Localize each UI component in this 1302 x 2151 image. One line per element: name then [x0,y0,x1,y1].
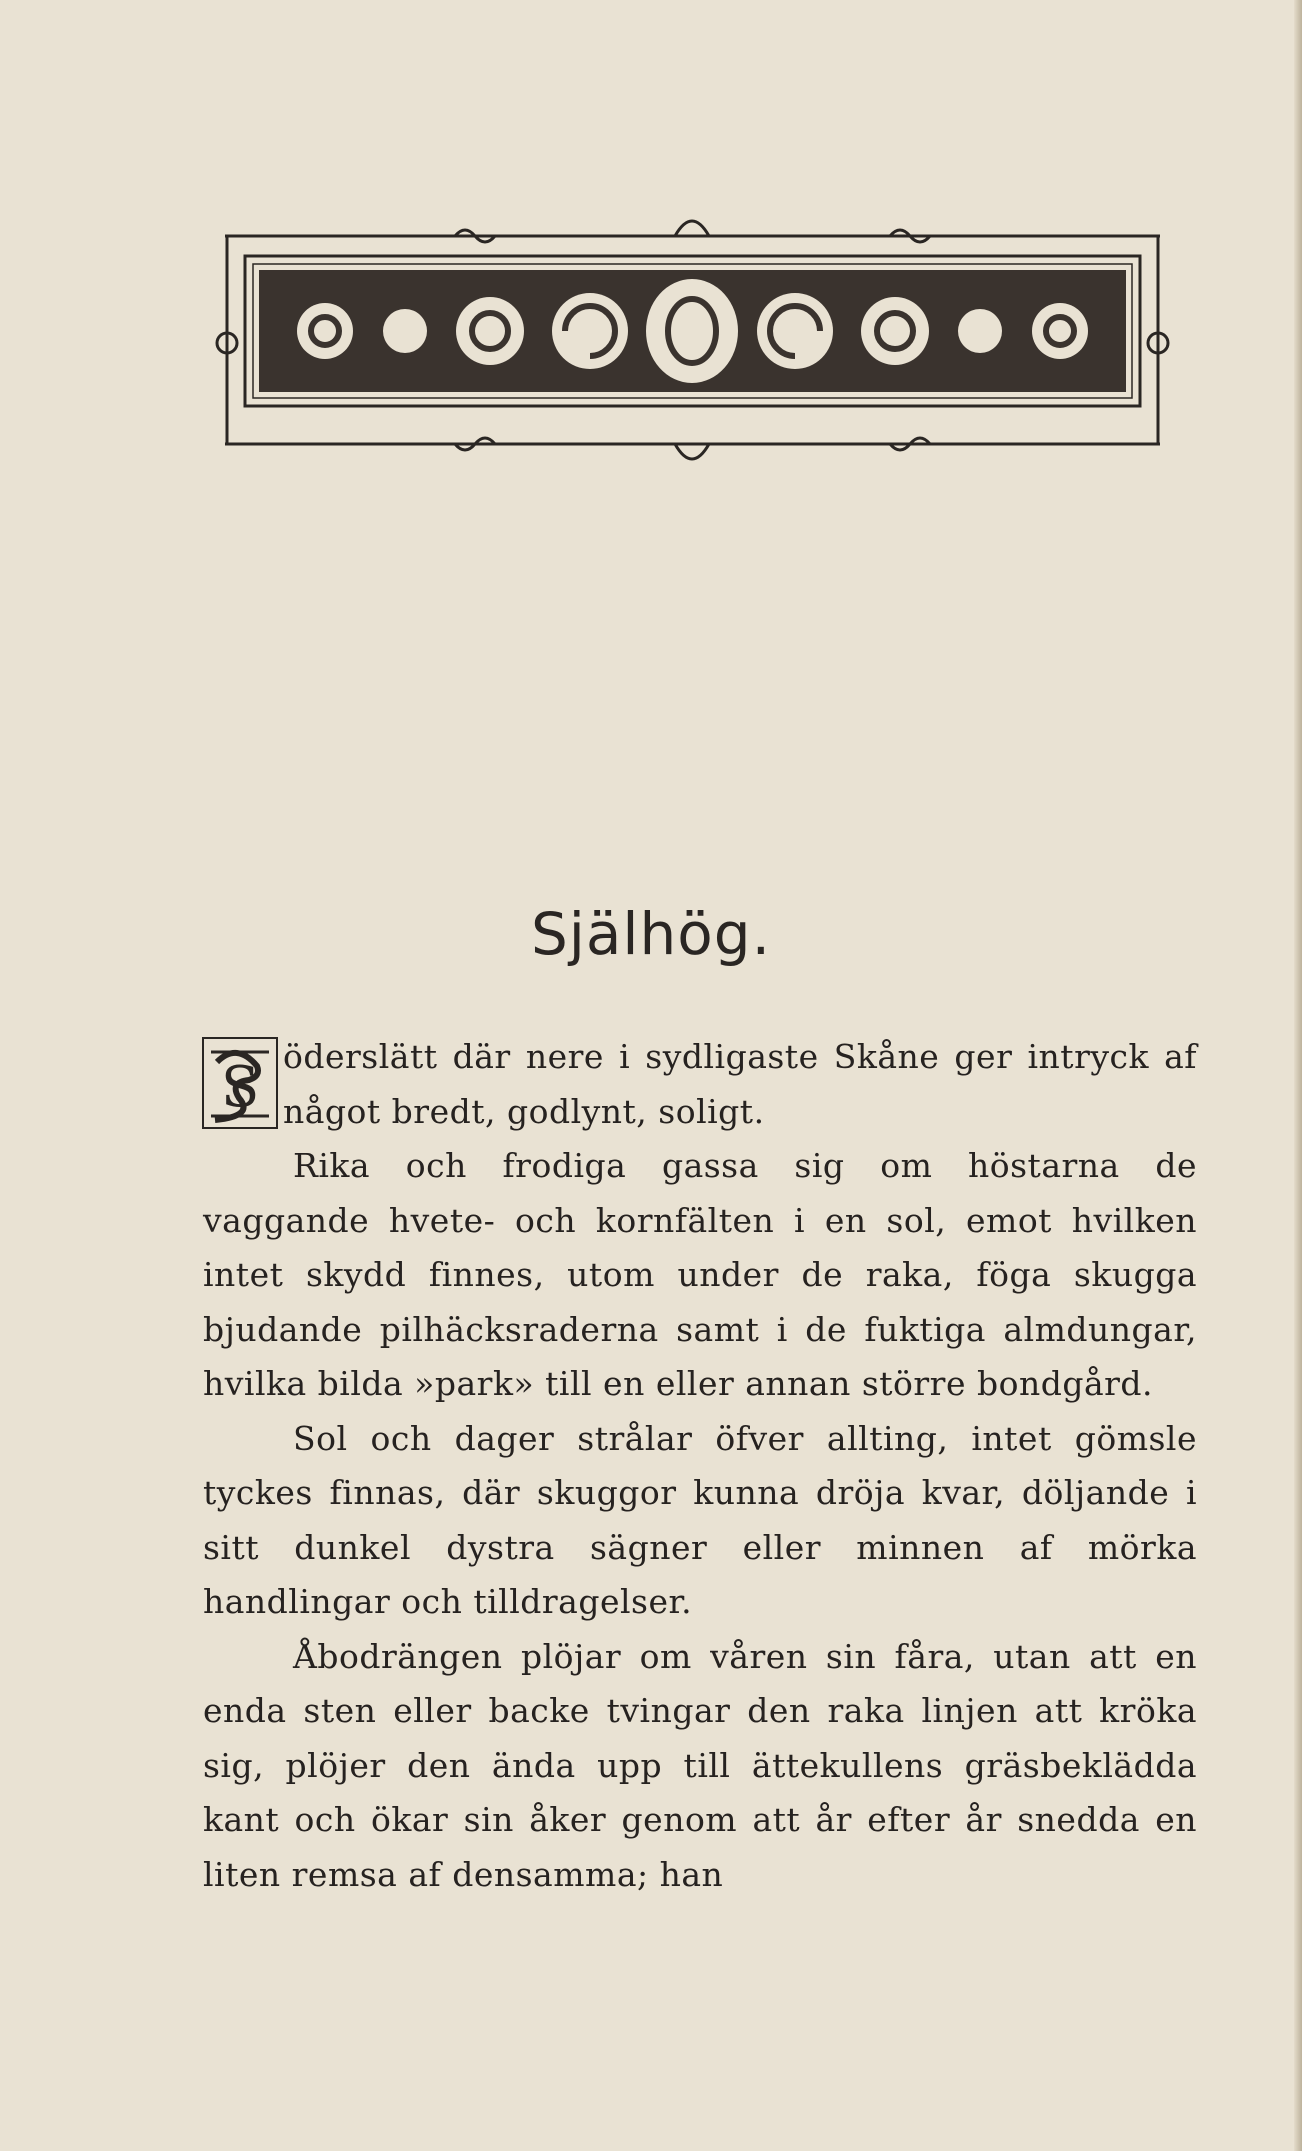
body-text [203,1030,1197,1902]
decorated-initial-s-icon [197,1032,283,1136]
page-title: Själhög. [530,900,772,968]
paragraph-3: Sol och dager strålar öfver allting, intet gömsle tyckes finnas, där skuggor kunna dröja kvar, döljande i sitt dunkel dystra sägner eller minnen af mörka handlingar och tilldragelser. [203,1418,1197,1621]
first-paragraph [203,1030,1197,1139]
paragraph-1-text: öderslätt där nere i sydligaste Skåne ger intryck af något bredt, godlynt, soligt. [283,1037,1197,1131]
paragraph-2: Rika och frodiga gassa sig om höstarna de vaggande hvete- och kornfälten i en sol, emot hvilken intet skydd finnes, utom under de raka, föga skugga bjudande pilhäcksraderna samt i de fuktiga almdungar, hvilka bilda »park» till en eller annan större bondgård. [203,1146,1197,1403]
page-edge [1294,0,1302,2151]
initial-letter: S [221,1055,260,1120]
ornamental-headpiece-icon [215,218,1170,463]
paragraph-4: Åbodrängen plöjar om våren sin fåra, utan att en enda sten eller backe tvingar den raka linjen att kröka sig, plöjer den ända upp till ättekullens gräsbeklädda kant och ökar sin åker genom att år efter år snedda en liten remsa af densamma; han [203,1636,1197,1894]
